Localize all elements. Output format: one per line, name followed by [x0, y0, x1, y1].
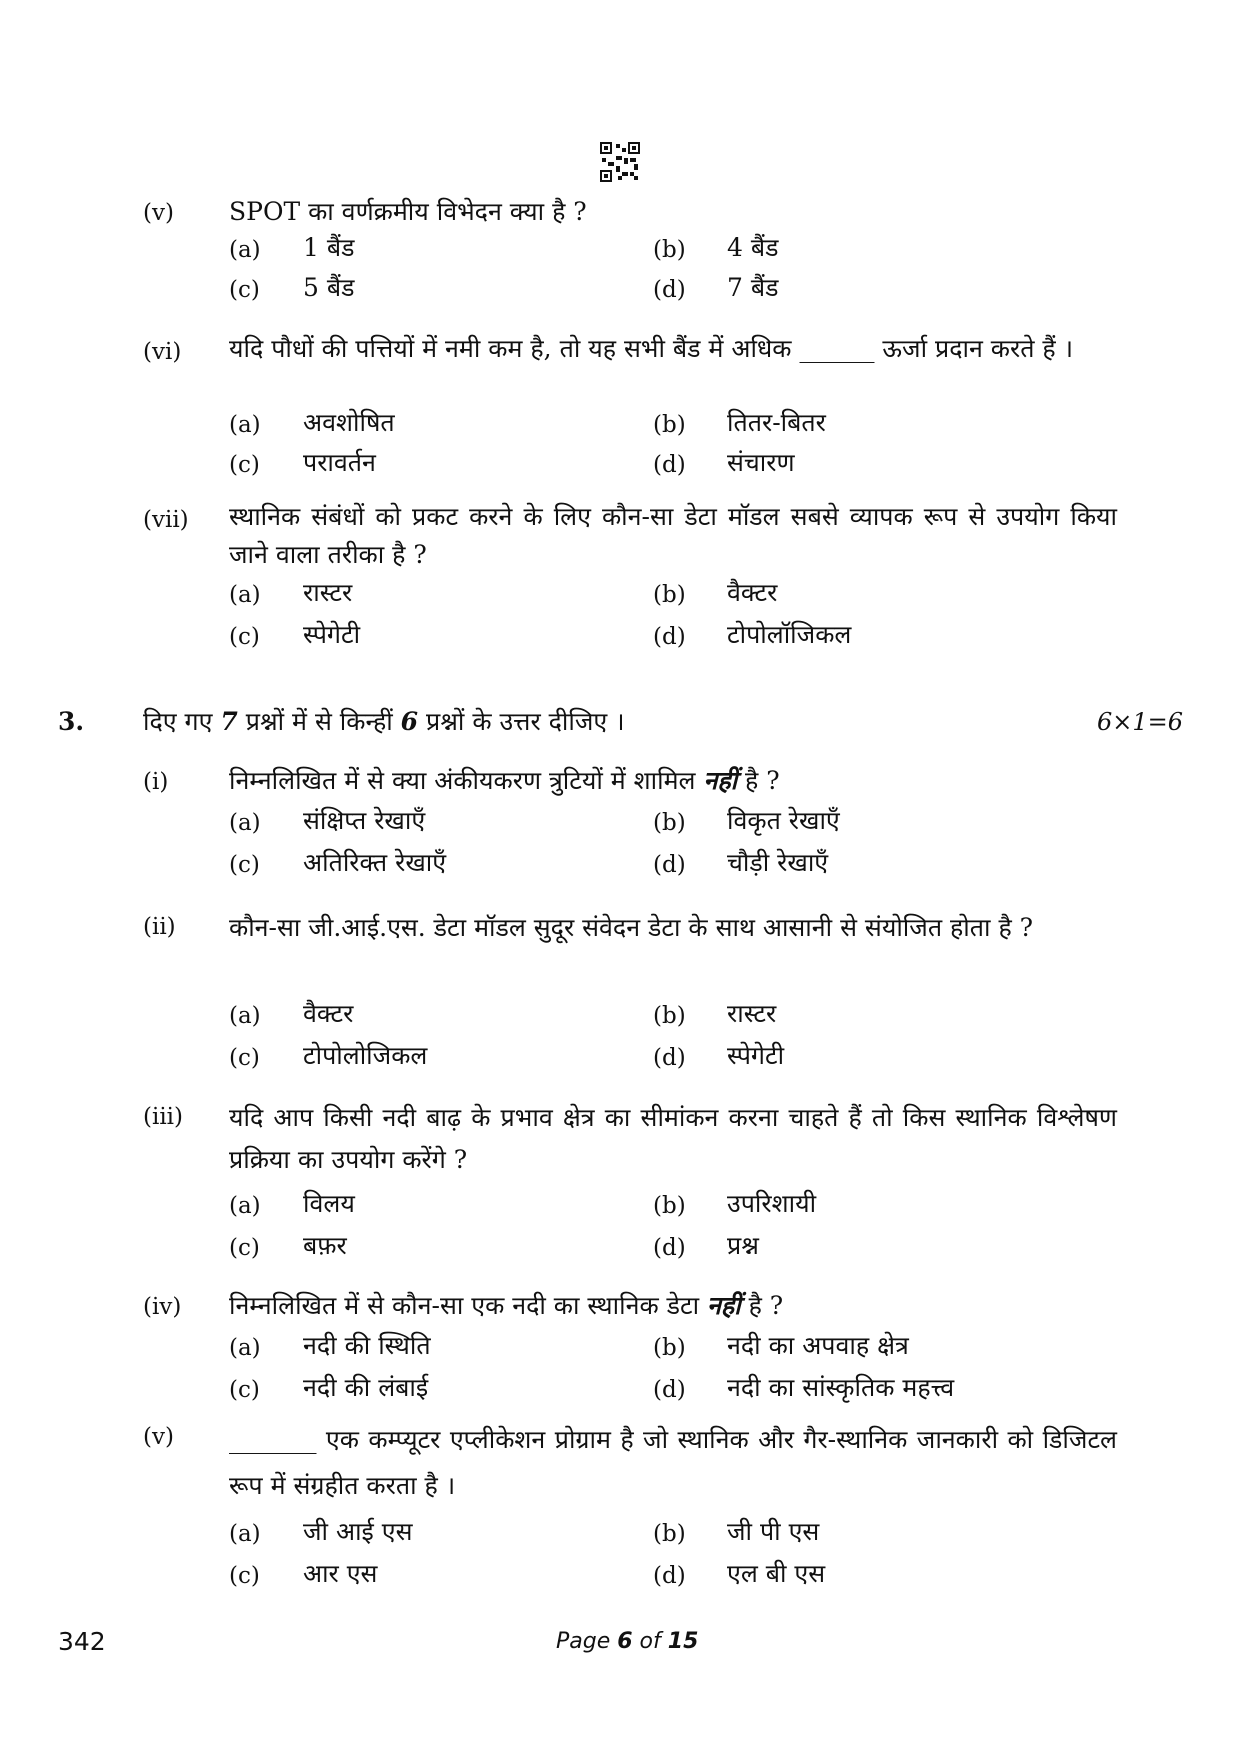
option-label: (b)	[653, 1003, 686, 1029]
option-text: उपरिशायी	[727, 1189, 817, 1218]
option-text: नदी की स्थिति	[303, 1331, 431, 1360]
instruction-part: प्रश्नों में से किन्हीं	[237, 707, 401, 736]
option-label: (c)	[229, 277, 260, 303]
option-label: (c)	[229, 852, 260, 878]
option-label: (b)	[653, 237, 686, 263]
page-indicator	[556, 1629, 698, 1654]
page-total: 15	[667, 1629, 699, 1654]
option-text: तितर-बितर	[727, 408, 826, 437]
instruction-part: दिए गए	[143, 707, 221, 736]
instruction-count-total: 7	[220, 707, 238, 736]
option-label: (a)	[229, 237, 261, 263]
option-text: जी पी एस	[727, 1517, 820, 1546]
option-text: विलय	[303, 1189, 355, 1218]
instruction-part: प्रश्नों के उत्तर दीजिए ।	[418, 707, 625, 736]
option-label: (a)	[229, 412, 261, 438]
emphasis-not: नहीं	[703, 766, 738, 795]
option-label: (d)	[653, 452, 686, 478]
qr-code-icon	[600, 142, 640, 182]
option-label: (b)	[653, 412, 686, 438]
option-label: (a)	[229, 582, 261, 608]
page-of: of	[632, 1629, 668, 1654]
option-text: स्पेगेटी	[727, 1041, 785, 1070]
option-label: (a)	[229, 1003, 261, 1029]
option-text: विकृत रेखाएँ	[727, 806, 840, 835]
option-label: (c)	[229, 1235, 260, 1261]
option-text: वैक्टर	[727, 578, 778, 607]
option-label: (c)	[229, 1377, 260, 1403]
option-text: 1 बैंड	[303, 233, 355, 262]
option-label: (a)	[229, 1521, 261, 1547]
option-label: (d)	[653, 852, 686, 878]
option-text: नदी का अपवाह क्षेत्र	[727, 1331, 909, 1360]
option-label: (d)	[653, 624, 686, 650]
question-number: (i)	[143, 769, 169, 795]
question-text: SPOT का वर्णक्रमीय विभेदन क्या है ?	[229, 197, 587, 226]
section-number: 3.	[58, 707, 85, 736]
question-number: (iv)	[143, 1294, 182, 1320]
option-text: जी आई एस	[303, 1517, 413, 1546]
option-text: 4 बैंड	[727, 233, 779, 262]
option-label: (b)	[653, 1193, 686, 1219]
emphasis-not: नहीं	[707, 1291, 741, 1320]
option-label: (d)	[653, 1563, 686, 1589]
section-instruction	[143, 704, 625, 740]
option-text: संक्षिप्त रेखाएँ	[303, 806, 426, 835]
question-text: _______ एक कम्प्यूटर एप्लीकेशन प्रोग्राम है जो स्थानिक और गैर-स्थानिक जानकारी को डिजिटल रूप में संग्रहीत करता है ।	[229, 1425, 1117, 1500]
option-label: (d)	[653, 277, 686, 303]
option-text: स्पेगेटी	[303, 620, 361, 649]
option-text: एल बी एस	[727, 1559, 826, 1588]
option-text: बफ़र	[303, 1231, 347, 1260]
option-label: (a)	[229, 1335, 261, 1361]
question-text-part: निम्नलिखित में से कौन-सा एक नदी का स्थानिक डेटा	[229, 1291, 707, 1320]
section-marks: 6×1=6	[1096, 708, 1183, 736]
page-number: 6	[617, 1629, 633, 1654]
option-text: संचारण	[727, 448, 795, 477]
option-label: (a)	[229, 810, 261, 836]
option-text: वैक्टर	[303, 999, 354, 1028]
instruction-count-required: 6	[400, 707, 419, 736]
option-text: परावर्तन	[303, 448, 376, 477]
question-text	[229, 762, 1117, 800]
option-text: नदी का सांस्कृतिक महत्त्व	[727, 1373, 955, 1402]
question-text: कौन-सा जी.आई.एस. डेटा मॉडल सुदूर संवेदन डेटा के साथ आसानी से संयोजित होता है ?	[229, 913, 1034, 942]
question-text: स्थानिक संबंधों को प्रकट करने के लिए कौन-सा डेटा मॉडल सबसे व्यापक रूप से उपयोग किया जाने वाला तरीका है ?	[229, 502, 1117, 569]
option-text: प्रश्न	[727, 1231, 759, 1260]
option-text: रास्टर	[303, 578, 353, 607]
option-text: अवशोषित	[303, 408, 395, 437]
option-label: (c)	[229, 1563, 260, 1589]
option-label: (c)	[229, 452, 260, 478]
option-label: (a)	[229, 1193, 261, 1219]
option-text: अतिरिक्त रेखाएँ	[303, 848, 447, 877]
question-number: (vi)	[143, 339, 182, 365]
option-label: (b)	[653, 1335, 686, 1361]
option-text: 5 बैंड	[303, 273, 355, 302]
option-text: रास्टर	[727, 999, 777, 1028]
paper-code: 342	[58, 1627, 106, 1656]
option-text: आर एस	[303, 1559, 378, 1588]
question-text-part: निम्नलिखित में से क्या अंकीयकरण त्रुटियों में शामिल	[229, 766, 704, 795]
question-text	[229, 1287, 1117, 1325]
option-label: (b)	[653, 810, 686, 836]
option-text: चौड़ी रेखाएँ	[727, 848, 829, 877]
option-label: (d)	[653, 1377, 686, 1403]
question-number: (iii)	[143, 1104, 184, 1130]
question-text: यदि पौधों की पत्तियों में नमी कम है, तो यह सभी बैंड में अधिक ______ ऊर्जा प्रदान करते हैं ।	[229, 334, 1074, 363]
option-label: (d)	[653, 1235, 686, 1261]
question-number: (vii)	[143, 507, 189, 533]
option-label: (c)	[229, 624, 260, 650]
question-text-part: है ?	[737, 766, 780, 795]
option-text: 7 बैंड	[727, 273, 779, 302]
question-number: (ii)	[143, 914, 176, 940]
question-text: यदि आप किसी नदी बाढ़ के प्रभाव क्षेत्र का सीमांकन करना चाहते हैं तो किस स्थानिक विश्लेषण प्रक्रिया का उपयोग करेंगे ?	[229, 1103, 1117, 1174]
option-text: टोपोलोजिकल	[303, 1041, 428, 1070]
option-label: (c)	[229, 1045, 260, 1071]
page-prefix: Page	[556, 1629, 618, 1654]
option-text: टोपोलॉजिकल	[727, 620, 852, 649]
question-text-part: है ?	[740, 1291, 784, 1320]
question-number: (v)	[143, 200, 174, 226]
question-number: (v)	[143, 1424, 174, 1450]
option-label: (b)	[653, 582, 686, 608]
option-label: (b)	[653, 1521, 686, 1547]
option-text: नदी की लंबाई	[303, 1373, 429, 1402]
option-label: (d)	[653, 1045, 686, 1071]
